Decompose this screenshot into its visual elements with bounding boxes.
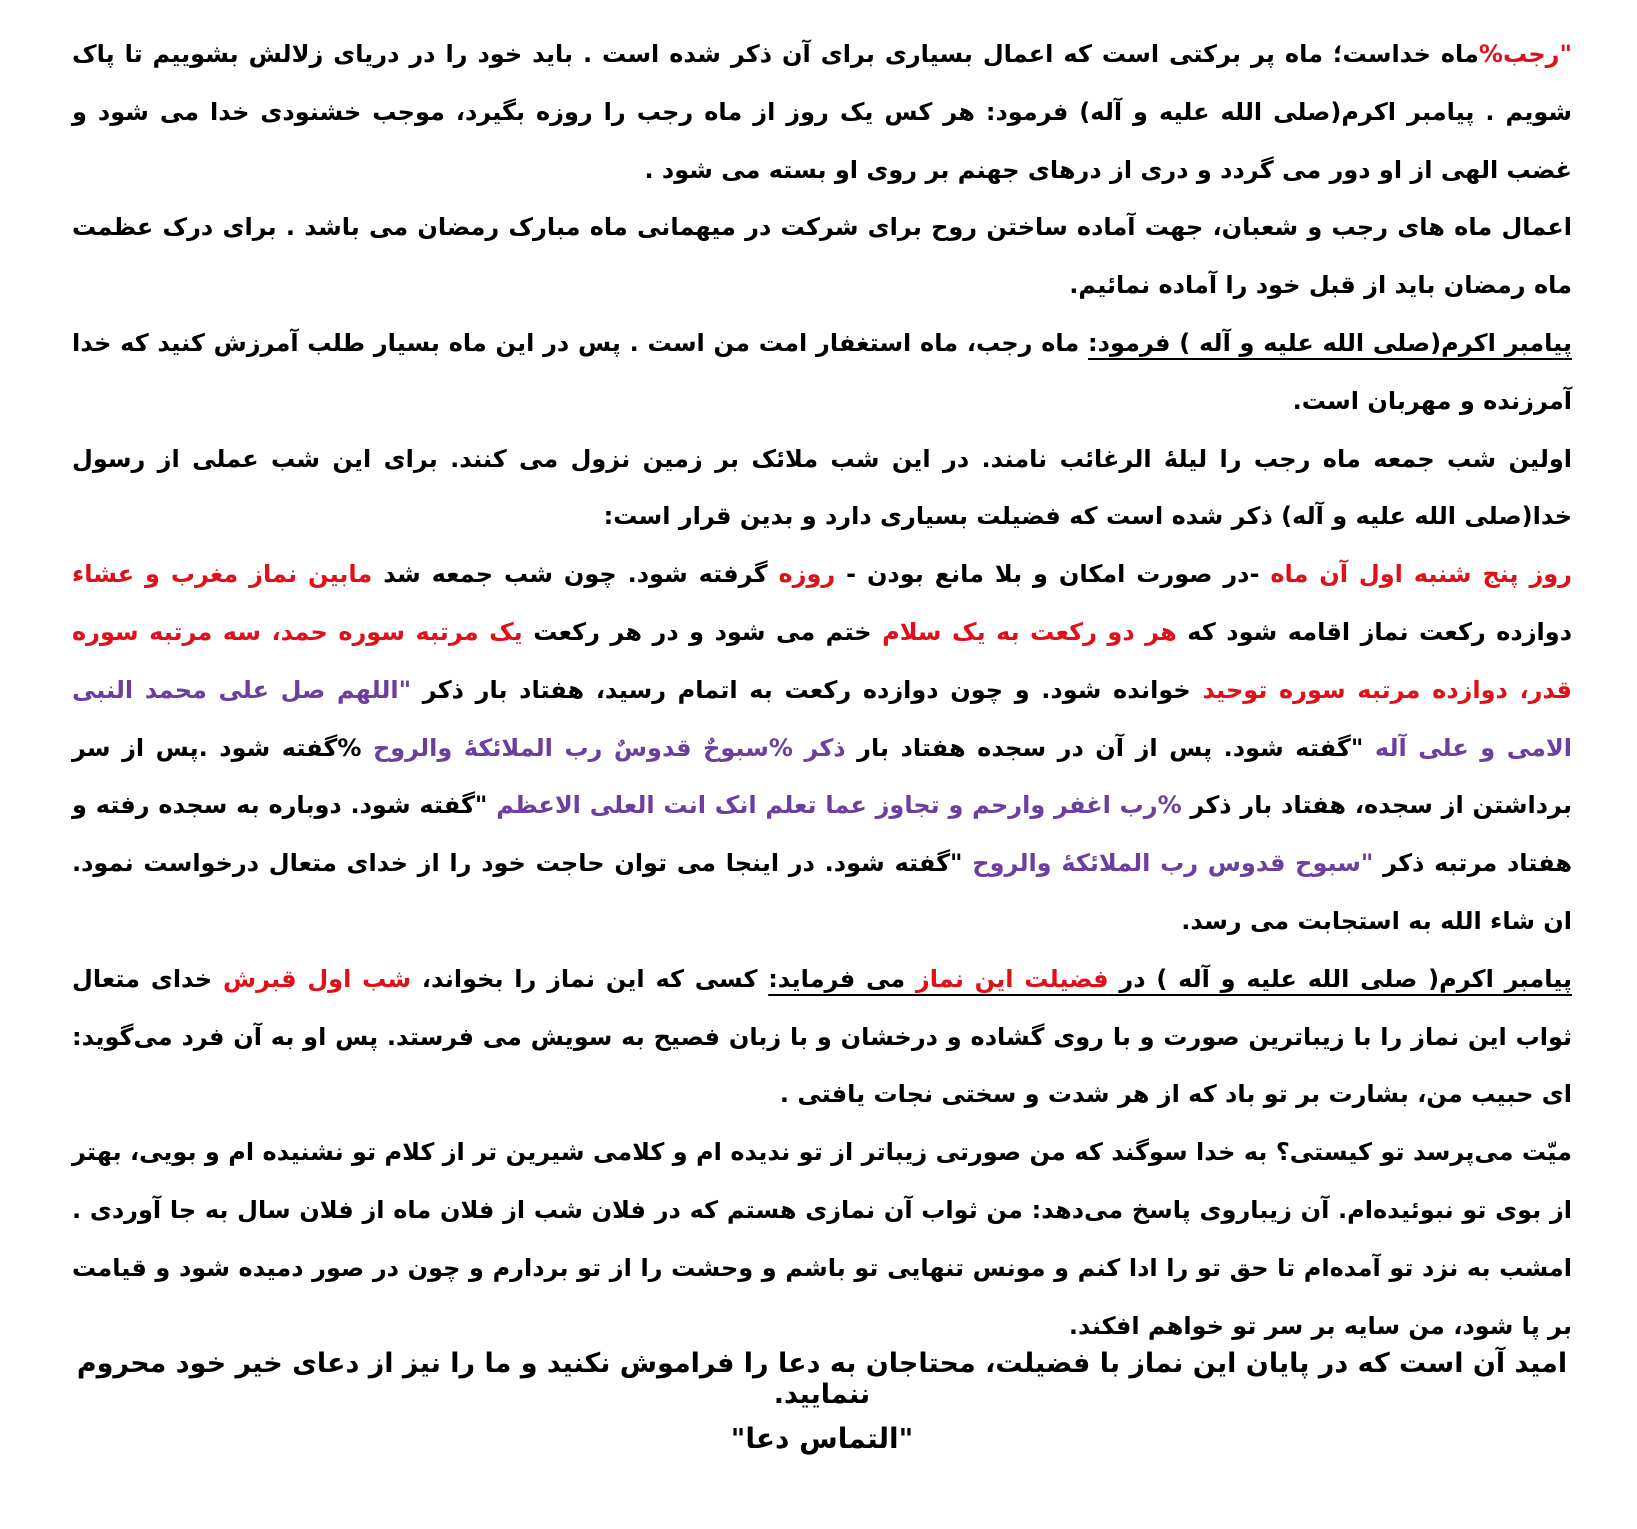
document-body — [72, 26, 1572, 1355]
paragraph-text: اعمال ماه های رجب و شعبان، جهت آماده ساختن روح برای شرکت در میهمانی ماه مبارک رمضان می باشد . برای درک عظمت ماه رمضان باید از قبل خود را آماده نمائیم. — [72, 213, 1572, 300]
highlight-first-night-grave: شب اول قبرش — [223, 964, 412, 993]
paragraph-text: ختم می شود و در هر رکعت — [522, 617, 883, 646]
paragraph-text: "گفته شود. پس از آن در سجده هفتاد بار — [845, 733, 1375, 762]
paragraph-text: -در صورت امکان و بلا مانع بودن - — [835, 560, 1271, 589]
paragraph-text: پیامبر اکرم( صلی الله علیه و آله ) در — [1108, 964, 1573, 993]
paragraph-text: "گفته شود. دوباره به سجده رفته و هفتاد مرتبه ذکر — [72, 791, 1572, 878]
dhikr-salawat: "اللهم صل علی محمد النبی الامی و علی آله — [72, 675, 1572, 762]
paragraph-text: دوازده رکعت نماز اقامه شود که — [1176, 617, 1573, 646]
highlight-fasting: روزه — [778, 560, 836, 589]
dhikr-rabbighfir: %رب اغفر وارحم و تجاوز عما تعلم انک انت العلی الاعظم — [496, 791, 1182, 820]
paragraph-text: "گفته شود. در اینجا می توان حاجت خود را از خدای متعال درخواست نمود. ان شاء الله به استجابت می رسد. — [72, 849, 1572, 935]
underlined-quote-intro — [768, 965, 1572, 993]
rajab-title: "رجب% — [1478, 40, 1572, 68]
paragraph-deceased-dialogue — [72, 1124, 1572, 1355]
highlight-prayer-virtue: فضیلت این نماز — [915, 964, 1109, 993]
paragraph-prayer-instructions — [72, 546, 1572, 951]
paragraph-text: خوانده شود. و چون دوازده رکعت به اتمام رسید، هفتاد بار ذکر — [411, 675, 1203, 704]
paragraph-text: ماه خداست؛ ماه پر برکتی است که اعمال بسیاری برای آن ذکر شده است . باید خود را در دریای زلالش بشوییم تا پاک شویم . پیامبر اکرم(صلی الله علیه و آله) فرمود: هر کس یک روز از ماه رجب را روزه بگیرد، موجب خشنودی خدا می شود و غضب الهی از او دور می گردد و دری از درهای جهنم بر روی او بسته می شود . — [72, 40, 1572, 184]
paragraph-istighfar — [72, 315, 1572, 431]
highlight-prayer-time: مابین نماز مغرب و عشاء — [72, 560, 373, 589]
closing-request: امید آن است که در پایان این نماز با فضیلت، محتاجان به دعا را فراموش نکنید و ما را نیز از دعای خیر خود محروم ننمایید. — [76, 1348, 1568, 1410]
paragraph-text: %گفته شود .پس از سر برداشتن از سجده، هفتاد بار ذکر — [72, 733, 1572, 820]
paragraph-prayer-virtue — [72, 951, 1572, 1124]
highlight-first-thursday: روز پنج شنبه اول آن ماه — [1270, 560, 1572, 589]
paragraph-laylat-al-raghaib — [72, 431, 1572, 547]
paragraph-rajab-shaban — [72, 199, 1572, 315]
paragraph-text: ماه رجب، ماه استغفار امت من است . پس در این ماه بسیار طلب آمرزش کنید که خدا آمرزنده و مهربان است. — [72, 328, 1572, 415]
underlined-quote-intro: پیامبر اکرم(صلی الله علیه و آله ) فرمود: — [1088, 328, 1572, 357]
paragraph-text: می فرماید: — [768, 964, 916, 993]
paragraph-text: گرفته شود. چون شب جمعه شد — [372, 560, 779, 589]
paragraph-text: خدای متعال ثواب این نماز را با زیباترین صورت و با روی گشاده و درخشان و با زبان فصیح به سویش می فرستد. پس او به آن فرد می‌گوید: ای حبیب من، بشارت بر تو باد که از هر شدت و سختی نجات یافتی . — [72, 964, 1572, 1109]
closing-iltimas-dua: "التماس دعا" — [730, 1422, 914, 1455]
highlight-surahs: یک مرتبه سوره حمد، سه مرتبه سوره قدر، دوازده مرتبه سوره توحید — [72, 617, 1572, 704]
paragraph-text: کسی که این نماز را بخواند، — [411, 964, 769, 993]
dhikr-subbuh-quddus-second: "سبوح قدوس رب الملائکهٔ والروح — [972, 849, 1374, 878]
dhikr-subbuh-quddus: ذکر %سبوحٌ قدوسٌ رب الملائکهٔ والروح — [372, 733, 846, 762]
highlight-two-rakats: هر دو رکعت به یک سلام — [882, 617, 1177, 646]
paragraph-text: میّت می‌پرسد تو کیستی؟ به خدا سوگند که من صورتی زیباتر از تو ندیده ام و کلامی شیرین تر از کلام تو نشنیده ام و بویی، بهتر از بوی تو نبوئیده‌ام. آن زیباروی پاسخ می‌دهد: من ثواب آن نمازی هستم که در فلان شب از فلان ماه از فلان سال به جا آوردی . امشب به نزد تو آمده‌ام تا حق تو را ادا کنم و مونس تنهایی تو باشم و وحشت را از تو بردارم و چون در صور دمیده شود و قیامت بر پا شود، من سایه بر سر تو خواهم افکند. — [72, 1138, 1572, 1340]
paragraph-text: اولین شب جمعه ماه رجب را لیلهٔ الرغائب نامند. در این شب ملائک بر زمین نزول می کنند. برای این شب عملی از رسول خدا(صلی الله علیه و آله) ذکر شده است که فضیلت بسیاری دارد و بدین قرار است: — [72, 444, 1572, 531]
paragraph-rajab-intro — [72, 26, 1572, 199]
